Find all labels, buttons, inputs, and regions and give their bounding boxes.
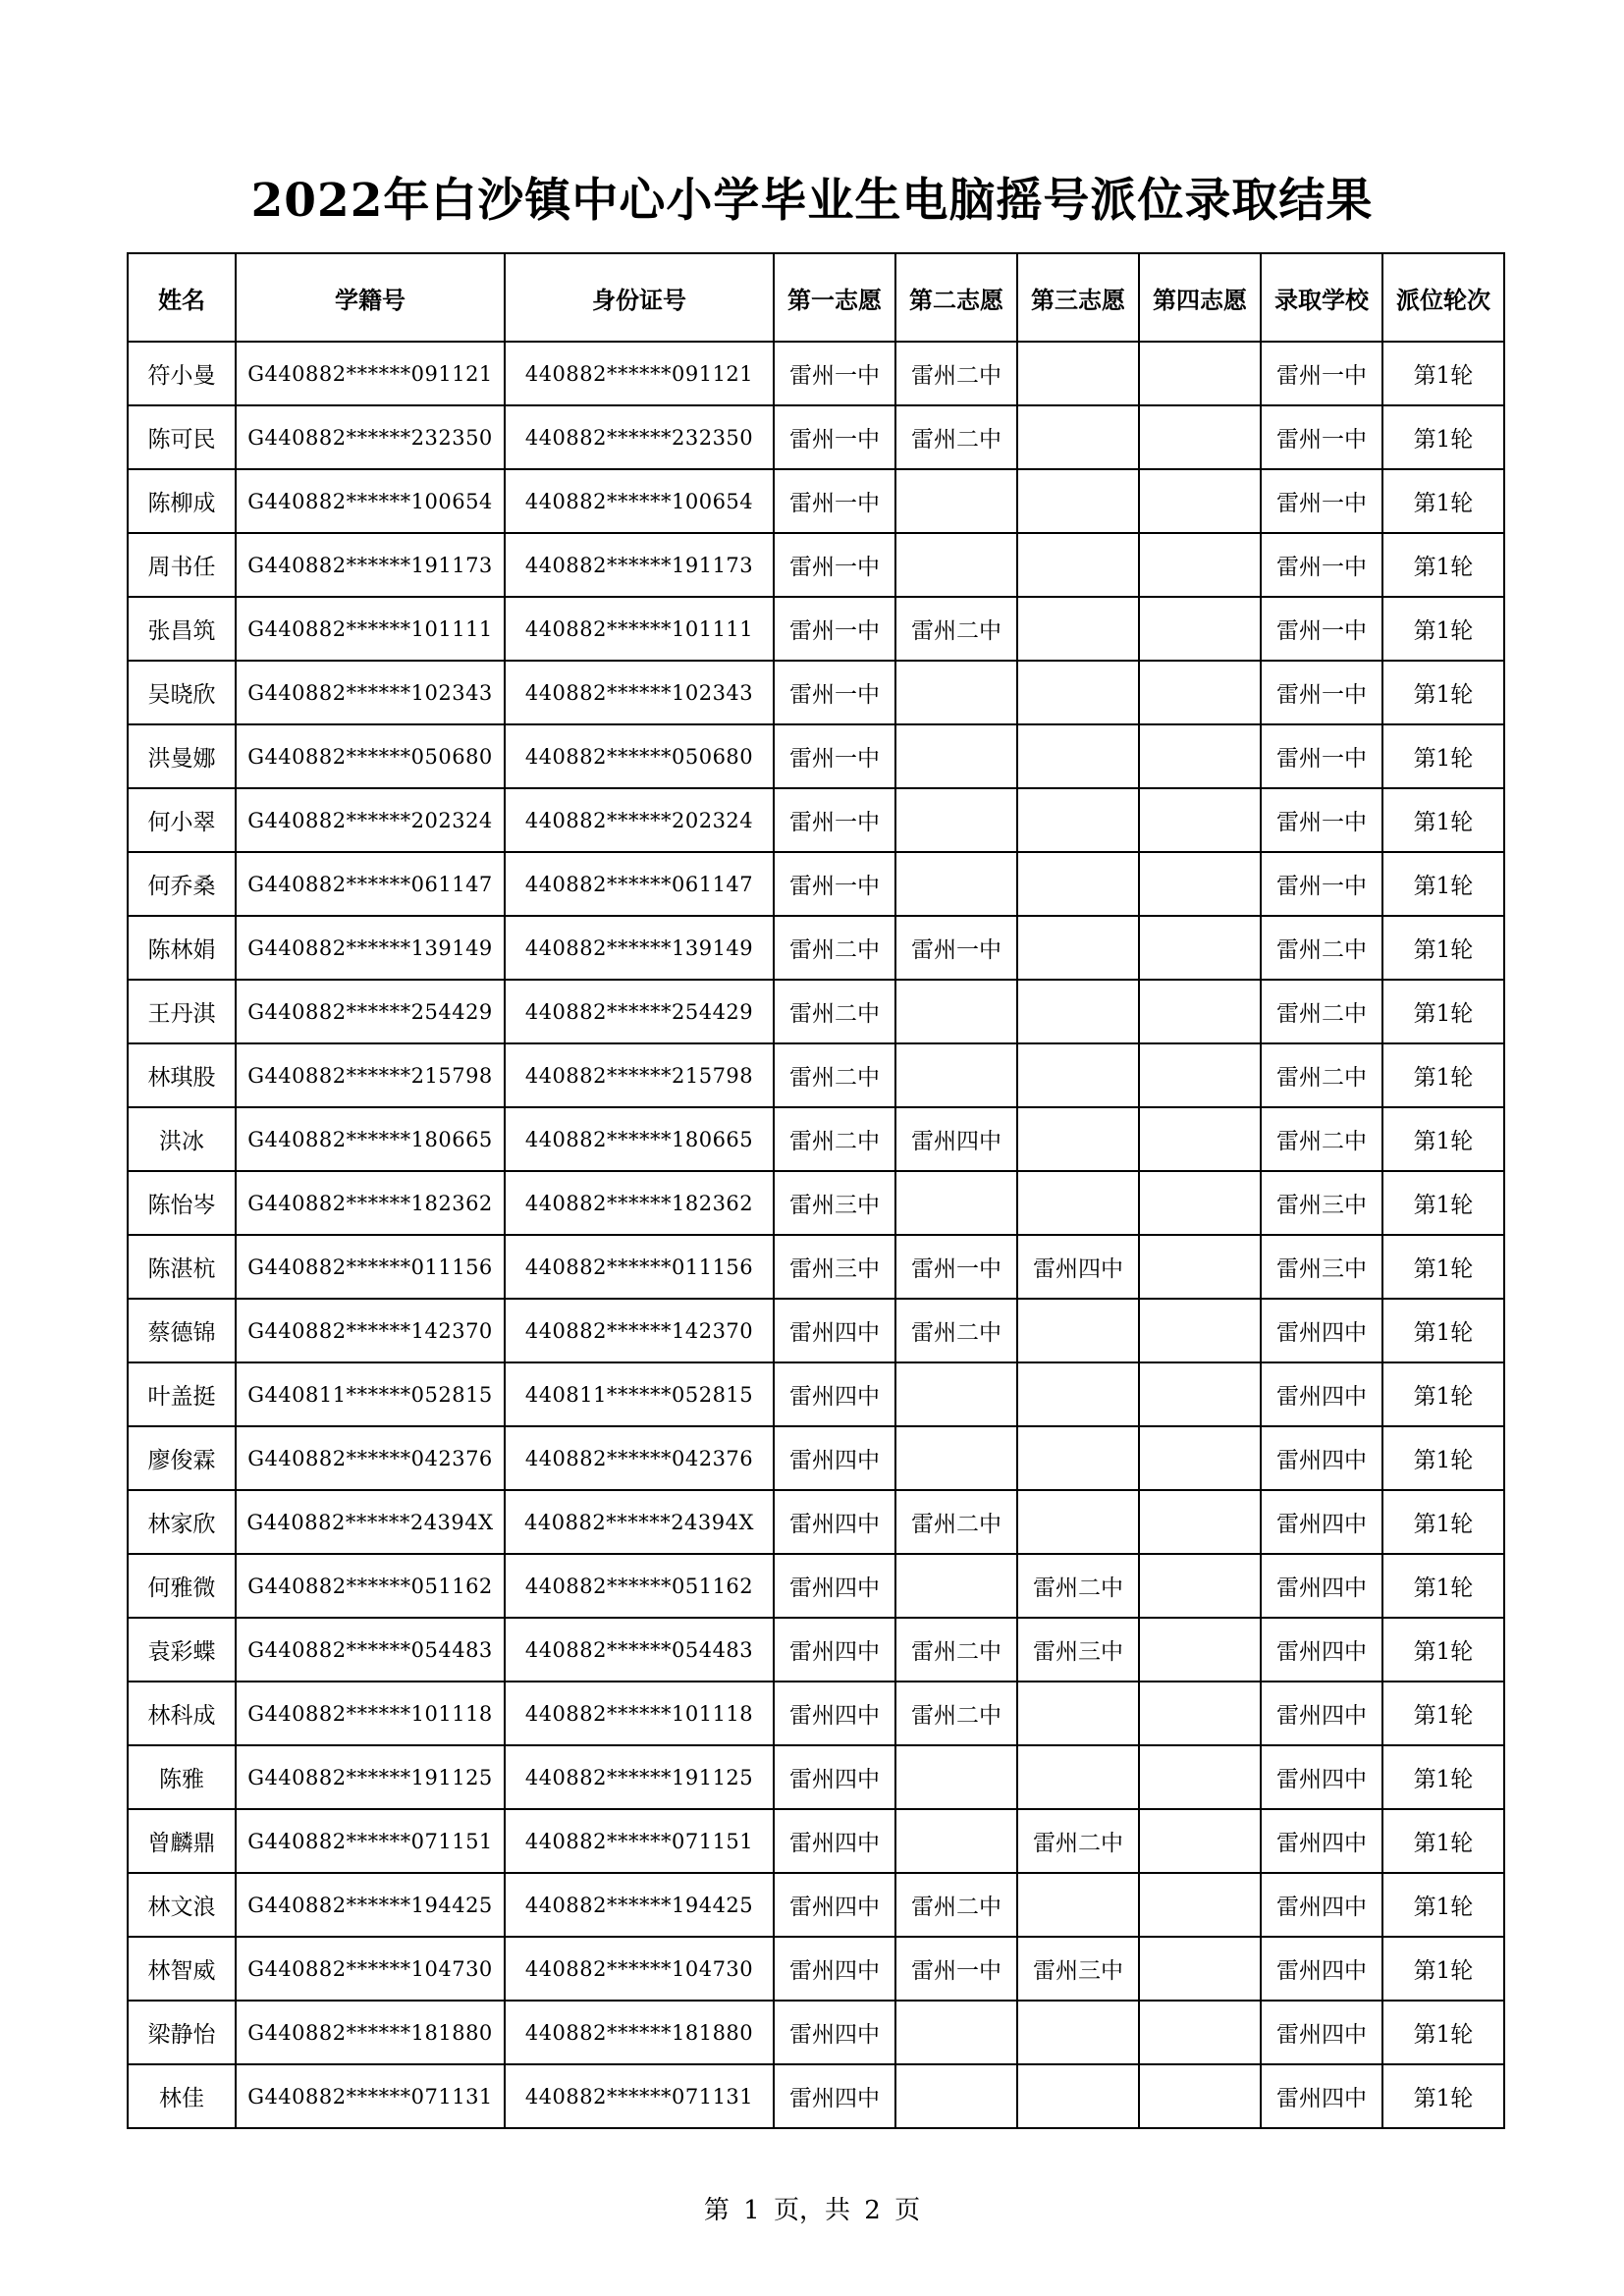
cell-student-name: 周书任 [128,533,236,597]
cell-admitted-school: 雷州二中 [1261,1043,1382,1107]
cell-second-choice: 雷州二中 [895,597,1017,661]
cell-id-card-number: 440882******215798 [505,1043,774,1107]
cell-assignment-round: 第1轮 [1382,469,1504,533]
cell-first-choice: 雷州四中 [774,2001,895,2064]
cell-fourth-choice [1139,1043,1261,1107]
cell-student-name: 廖俊霖 [128,1426,236,1490]
cell-fourth-choice [1139,1873,1261,1937]
cell-third-choice [1017,1873,1139,1937]
cell-admitted-school: 雷州三中 [1261,1171,1382,1235]
cell-id-card-number: 440882******061147 [505,852,774,916]
cell-first-choice: 雷州四中 [774,1490,895,1554]
cell-student-name: 陈怡岑 [128,1171,236,1235]
cell-student-name: 林家欣 [128,1490,236,1554]
table-row [128,597,1504,661]
cell-second-choice: 雷州四中 [895,1107,1017,1171]
cell-student-id: G440882******054483 [236,1618,505,1682]
cell-assignment-round: 第1轮 [1382,1362,1504,1426]
cell-second-choice: 雷州二中 [895,405,1017,469]
cell-student-id: G440882******050680 [236,724,505,788]
column-header-name: 姓名 [128,253,236,342]
cell-fourth-choice [1139,405,1261,469]
cell-id-card-number: 440882******180665 [505,1107,774,1171]
cell-second-choice: 雷州二中 [895,1299,1017,1362]
cell-id-card-number: 440882******071131 [505,2064,774,2128]
cell-assignment-round: 第1轮 [1382,1745,1504,1809]
cell-fourth-choice [1139,597,1261,661]
admission-results-table [127,252,1505,2129]
cell-id-card-number: 440882******139149 [505,916,774,980]
cell-student-id: G440882******102343 [236,661,505,724]
cell-second-choice [895,1426,1017,1490]
cell-student-name: 洪曼娜 [128,724,236,788]
cell-second-choice: 雷州一中 [895,1937,1017,2001]
cell-assignment-round: 第1轮 [1382,533,1504,597]
cell-id-card-number: 440882******050680 [505,724,774,788]
cell-student-id: G440882******181880 [236,2001,505,2064]
cell-id-card-number: 440882******100654 [505,469,774,533]
cell-second-choice [895,980,1017,1043]
cell-id-card-number: 440882******042376 [505,1426,774,1490]
cell-admitted-school: 雷州四中 [1261,1682,1382,1745]
cell-fourth-choice [1139,1299,1261,1362]
cell-admitted-school: 雷州四中 [1261,1809,1382,1873]
cell-student-name: 林智威 [128,1937,236,2001]
cell-assignment-round: 第1轮 [1382,2001,1504,2064]
cell-third-choice: 雷州三中 [1017,1937,1139,2001]
cell-second-choice: 雷州二中 [895,1490,1017,1554]
cell-first-choice: 雷州四中 [774,1426,895,1490]
table-body [128,342,1504,2128]
cell-second-choice [895,788,1017,852]
cell-id-card-number: 440882******104730 [505,1937,774,2001]
table-row [128,1682,1504,1745]
cell-first-choice: 雷州三中 [774,1235,895,1299]
cell-first-choice: 雷州一中 [774,661,895,724]
cell-assignment-round: 第1轮 [1382,1682,1504,1745]
cell-third-choice [1017,342,1139,405]
table-row [128,724,1504,788]
page-title: 2022年白沙镇中心小学毕业生电脑摇号派位录取结果 [250,174,1374,228]
cell-first-choice: 雷州四中 [774,2064,895,2128]
table-row [128,342,1504,405]
cell-admitted-school: 雷州一中 [1261,724,1382,788]
cell-student-id: G440882******061147 [236,852,505,916]
cell-id-card-number: 440882******102343 [505,661,774,724]
cell-admitted-school: 雷州一中 [1261,597,1382,661]
cell-student-id: G440882******202324 [236,788,505,852]
cell-admitted-school: 雷州四中 [1261,1745,1382,1809]
cell-assignment-round: 第1轮 [1382,1235,1504,1299]
cell-student-name: 洪冰 [128,1107,236,1171]
cell-student-id: G440882******182362 [236,1171,505,1235]
cell-admitted-school: 雷州四中 [1261,2064,1382,2128]
cell-id-card-number: 440882******181880 [505,2001,774,2064]
cell-student-id: G440882******051162 [236,1554,505,1618]
cell-student-id: G440882******071151 [236,1809,505,1873]
cell-third-choice: 雷州二中 [1017,1554,1139,1618]
cell-admitted-school: 雷州四中 [1261,1299,1382,1362]
cell-fourth-choice [1139,788,1261,852]
cell-fourth-choice [1139,1490,1261,1554]
cell-student-name: 袁彩蝶 [128,1618,236,1682]
cell-student-name: 陈雅 [128,1745,236,1809]
table-row [128,469,1504,533]
cell-student-id: G440882******104730 [236,1937,505,2001]
cell-student-name: 何小翠 [128,788,236,852]
table-row [128,1235,1504,1299]
cell-assignment-round: 第1轮 [1382,342,1504,405]
cell-id-card-number: 440882******191125 [505,1745,774,1809]
cell-admitted-school: 雷州一中 [1261,788,1382,852]
cell-first-choice: 雷州四中 [774,1554,895,1618]
cell-assignment-round: 第1轮 [1382,1043,1504,1107]
table-row [128,1107,1504,1171]
cell-assignment-round: 第1轮 [1382,1426,1504,1490]
cell-student-id: G440882******142370 [236,1299,505,1362]
table-row [128,1873,1504,1937]
cell-id-card-number: 440882******182362 [505,1171,774,1235]
column-header-choice-1: 第一志愿 [774,253,895,342]
cell-fourth-choice [1139,533,1261,597]
cell-second-choice [895,1745,1017,1809]
cell-first-choice: 雷州二中 [774,1043,895,1107]
cell-second-choice: 雷州二中 [895,342,1017,405]
column-header-id-card: 身份证号 [505,253,774,342]
cell-fourth-choice [1139,1554,1261,1618]
table-row [128,533,1504,597]
cell-assignment-round: 第1轮 [1382,1618,1504,1682]
cell-second-choice: 雷州一中 [895,916,1017,980]
cell-third-choice [1017,916,1139,980]
cell-second-choice [895,724,1017,788]
cell-id-card-number: 440882******101111 [505,597,774,661]
cell-student-id: G440882******101111 [236,597,505,661]
cell-fourth-choice [1139,1107,1261,1171]
table-row [128,1171,1504,1235]
table-row [128,405,1504,469]
table-row [128,1554,1504,1618]
cell-fourth-choice [1139,1235,1261,1299]
table-row [128,1809,1504,1873]
cell-assignment-round: 第1轮 [1382,916,1504,980]
cell-admitted-school: 雷州二中 [1261,1107,1382,1171]
cell-id-card-number: 440882******054483 [505,1618,774,1682]
cell-id-card-number: 440811******052815 [505,1362,774,1426]
cell-first-choice: 雷州四中 [774,1362,895,1426]
table-row [128,980,1504,1043]
cell-student-id: G440882******139149 [236,916,505,980]
cell-second-choice [895,1362,1017,1426]
cell-student-id: G440811******052815 [236,1362,505,1426]
cell-first-choice: 雷州二中 [774,1107,895,1171]
cell-first-choice: 雷州二中 [774,916,895,980]
cell-student-name: 林佳 [128,2064,236,2128]
cell-student-name: 王丹淇 [128,980,236,1043]
cell-id-card-number: 440882******011156 [505,1235,774,1299]
cell-admitted-school: 雷州四中 [1261,1937,1382,2001]
cell-student-id: G440882******24394X [236,1490,505,1554]
cell-first-choice: 雷州一中 [774,597,895,661]
table-row [128,916,1504,980]
cell-third-choice [1017,597,1139,661]
cell-first-choice: 雷州四中 [774,1618,895,1682]
cell-student-id: G440882******215798 [236,1043,505,1107]
cell-first-choice: 雷州四中 [774,1809,895,1873]
cell-student-name: 林科成 [128,1682,236,1745]
cell-student-name: 陈可民 [128,405,236,469]
cell-assignment-round: 第1轮 [1382,1171,1504,1235]
table-row [128,2064,1504,2128]
cell-second-choice [895,1171,1017,1235]
cell-student-id: G440882******091121 [236,342,505,405]
cell-first-choice: 雷州二中 [774,980,895,1043]
column-header-choice-3: 第三志愿 [1017,253,1139,342]
cell-second-choice [895,533,1017,597]
cell-id-card-number: 440882******071151 [505,1809,774,1873]
cell-assignment-round: 第1轮 [1382,661,1504,724]
cell-admitted-school: 雷州四中 [1261,1490,1382,1554]
cell-id-card-number: 440882******232350 [505,405,774,469]
cell-third-choice: 雷州三中 [1017,1618,1139,1682]
cell-fourth-choice [1139,469,1261,533]
cell-first-choice: 雷州一中 [774,342,895,405]
table-row [128,2001,1504,2064]
cell-fourth-choice [1139,1937,1261,2001]
cell-student-id: G440882******071131 [236,2064,505,2128]
cell-admitted-school: 雷州一中 [1261,405,1382,469]
cell-second-choice [895,1043,1017,1107]
cell-first-choice: 雷州一中 [774,788,895,852]
cell-third-choice [1017,1745,1139,1809]
table-row [128,1490,1504,1554]
cell-third-choice [1017,1043,1139,1107]
cell-first-choice: 雷州一中 [774,405,895,469]
table-row [128,1937,1504,2001]
table-row [128,1618,1504,1682]
cell-third-choice [1017,724,1139,788]
cell-admitted-school: 雷州四中 [1261,1873,1382,1937]
cell-fourth-choice [1139,2001,1261,2064]
cell-admitted-school: 雷州四中 [1261,1554,1382,1618]
cell-student-id: G440882******100654 [236,469,505,533]
cell-admitted-school: 雷州一中 [1261,342,1382,405]
table-row [128,1043,1504,1107]
cell-student-name: 陈柳成 [128,469,236,533]
table-row [128,1362,1504,1426]
cell-fourth-choice [1139,916,1261,980]
cell-assignment-round: 第1轮 [1382,1873,1504,1937]
cell-id-card-number: 440882******142370 [505,1299,774,1362]
cell-third-choice [1017,1171,1139,1235]
cell-student-name: 曾麟鼎 [128,1809,236,1873]
cell-fourth-choice [1139,1809,1261,1873]
cell-admitted-school: 雷州四中 [1261,2001,1382,2064]
cell-student-id: G440882******180665 [236,1107,505,1171]
cell-fourth-choice [1139,1362,1261,1426]
cell-student-name: 蔡德锦 [128,1299,236,1362]
cell-id-card-number: 440882******202324 [505,788,774,852]
cell-second-choice [895,469,1017,533]
cell-admitted-school: 雷州一中 [1261,661,1382,724]
cell-fourth-choice [1139,342,1261,405]
cell-assignment-round: 第1轮 [1382,1107,1504,1171]
cell-student-id: G440882******101118 [236,1682,505,1745]
cell-student-id: G440882******191173 [236,533,505,597]
cell-fourth-choice [1139,1618,1261,1682]
cell-student-name: 林文浪 [128,1873,236,1937]
cell-assignment-round: 第1轮 [1382,788,1504,852]
cell-second-choice: 雷州一中 [895,1235,1017,1299]
cell-fourth-choice [1139,2064,1261,2128]
cell-third-choice [1017,1107,1139,1171]
cell-fourth-choice [1139,661,1261,724]
cell-admitted-school: 雷州二中 [1261,980,1382,1043]
cell-student-name: 吴晓欣 [128,661,236,724]
cell-first-choice: 雷州三中 [774,1171,895,1235]
cell-student-id: G440882******194425 [236,1873,505,1937]
cell-admitted-school: 雷州四中 [1261,1426,1382,1490]
cell-first-choice: 雷州四中 [774,1873,895,1937]
cell-id-card-number: 440882******24394X [505,1490,774,1554]
table-row [128,661,1504,724]
table-row [128,1299,1504,1362]
column-header-choice-2: 第二志愿 [895,253,1017,342]
cell-id-card-number: 440882******254429 [505,980,774,1043]
cell-fourth-choice [1139,980,1261,1043]
cell-third-choice [1017,2001,1139,2064]
table-header-row [128,253,1504,342]
cell-third-choice [1017,533,1139,597]
cell-admitted-school: 雷州一中 [1261,852,1382,916]
cell-second-choice [895,852,1017,916]
cell-second-choice: 雷州二中 [895,1618,1017,1682]
cell-third-choice [1017,1299,1139,1362]
cell-id-card-number: 440882******194425 [505,1873,774,1937]
cell-first-choice: 雷州一中 [774,469,895,533]
cell-student-id: G440882******232350 [236,405,505,469]
cell-student-name: 陈林娟 [128,916,236,980]
cell-assignment-round: 第1轮 [1382,724,1504,788]
cell-fourth-choice [1139,1171,1261,1235]
cell-assignment-round: 第1轮 [1382,2064,1504,2128]
cell-fourth-choice [1139,1682,1261,1745]
column-header-choice-4: 第四志愿 [1139,253,1261,342]
cell-third-choice [1017,1426,1139,1490]
cell-admitted-school: 雷州四中 [1261,1618,1382,1682]
cell-first-choice: 雷州一中 [774,724,895,788]
cell-id-card-number: 440882******051162 [505,1554,774,1618]
cell-id-card-number: 440882******101118 [505,1682,774,1745]
cell-student-name: 林琪股 [128,1043,236,1107]
cell-admitted-school: 雷州二中 [1261,916,1382,980]
cell-student-name: 陈湛杭 [128,1235,236,1299]
cell-student-name: 梁静怡 [128,2001,236,2064]
cell-first-choice: 雷州四中 [774,1682,895,1745]
cell-assignment-round: 第1轮 [1382,405,1504,469]
cell-assignment-round: 第1轮 [1382,1937,1504,2001]
cell-fourth-choice [1139,724,1261,788]
cell-first-choice: 雷州四中 [774,1937,895,2001]
cell-assignment-round: 第1轮 [1382,1809,1504,1873]
cell-fourth-choice [1139,852,1261,916]
cell-third-choice [1017,405,1139,469]
cell-third-choice [1017,1490,1139,1554]
cell-first-choice: 雷州一中 [774,852,895,916]
cell-id-card-number: 440882******091121 [505,342,774,405]
cell-third-choice [1017,1362,1139,1426]
cell-second-choice [895,661,1017,724]
cell-third-choice: 雷州四中 [1017,1235,1139,1299]
cell-admitted-school: 雷州一中 [1261,533,1382,597]
cell-second-choice: 雷州二中 [895,1682,1017,1745]
cell-third-choice [1017,469,1139,533]
cell-fourth-choice [1139,1745,1261,1809]
cell-third-choice [1017,661,1139,724]
cell-third-choice [1017,788,1139,852]
cell-student-id: G440882******011156 [236,1235,505,1299]
cell-second-choice [895,2064,1017,2128]
cell-student-name: 张昌筑 [128,597,236,661]
cell-second-choice [895,1809,1017,1873]
cell-admitted-school: 雷州四中 [1261,1362,1382,1426]
cell-assignment-round: 第1轮 [1382,1554,1504,1618]
cell-id-card-number: 440882******191173 [505,533,774,597]
cell-assignment-round: 第1轮 [1382,597,1504,661]
cell-third-choice: 雷州二中 [1017,1809,1139,1873]
cell-second-choice [895,1554,1017,1618]
column-header-student-id: 学籍号 [236,253,505,342]
cell-assignment-round: 第1轮 [1382,1490,1504,1554]
cell-third-choice [1017,1682,1139,1745]
cell-assignment-round: 第1轮 [1382,1299,1504,1362]
cell-second-choice: 雷州二中 [895,1873,1017,1937]
cell-student-id: G440882******191125 [236,1745,505,1809]
table-row [128,1745,1504,1809]
table-row [128,1426,1504,1490]
cell-student-name: 何雅微 [128,1554,236,1618]
cell-first-choice: 雷州四中 [774,1745,895,1809]
cell-fourth-choice [1139,1426,1261,1490]
table-row [128,852,1504,916]
cell-assignment-round: 第1轮 [1382,980,1504,1043]
cell-first-choice: 雷州一中 [774,533,895,597]
cell-student-name: 叶盖挺 [128,1362,236,1426]
cell-third-choice [1017,852,1139,916]
column-header-admitted-school: 录取学校 [1261,253,1382,342]
cell-student-id: G440882******042376 [236,1426,505,1490]
cell-admitted-school: 雷州三中 [1261,1235,1382,1299]
cell-third-choice [1017,2064,1139,2128]
table-row [128,788,1504,852]
cell-student-id: G440882******254429 [236,980,505,1043]
cell-student-name: 何乔桑 [128,852,236,916]
cell-admitted-school: 雷州一中 [1261,469,1382,533]
cell-first-choice: 雷州四中 [774,1299,895,1362]
cell-student-name: 符小曼 [128,342,236,405]
page-footer: 第 1 页，共 2 页 [703,2196,921,2225]
cell-second-choice [895,2001,1017,2064]
column-header-round: 派位轮次 [1382,253,1504,342]
cell-assignment-round: 第1轮 [1382,852,1504,916]
cell-third-choice [1017,980,1139,1043]
